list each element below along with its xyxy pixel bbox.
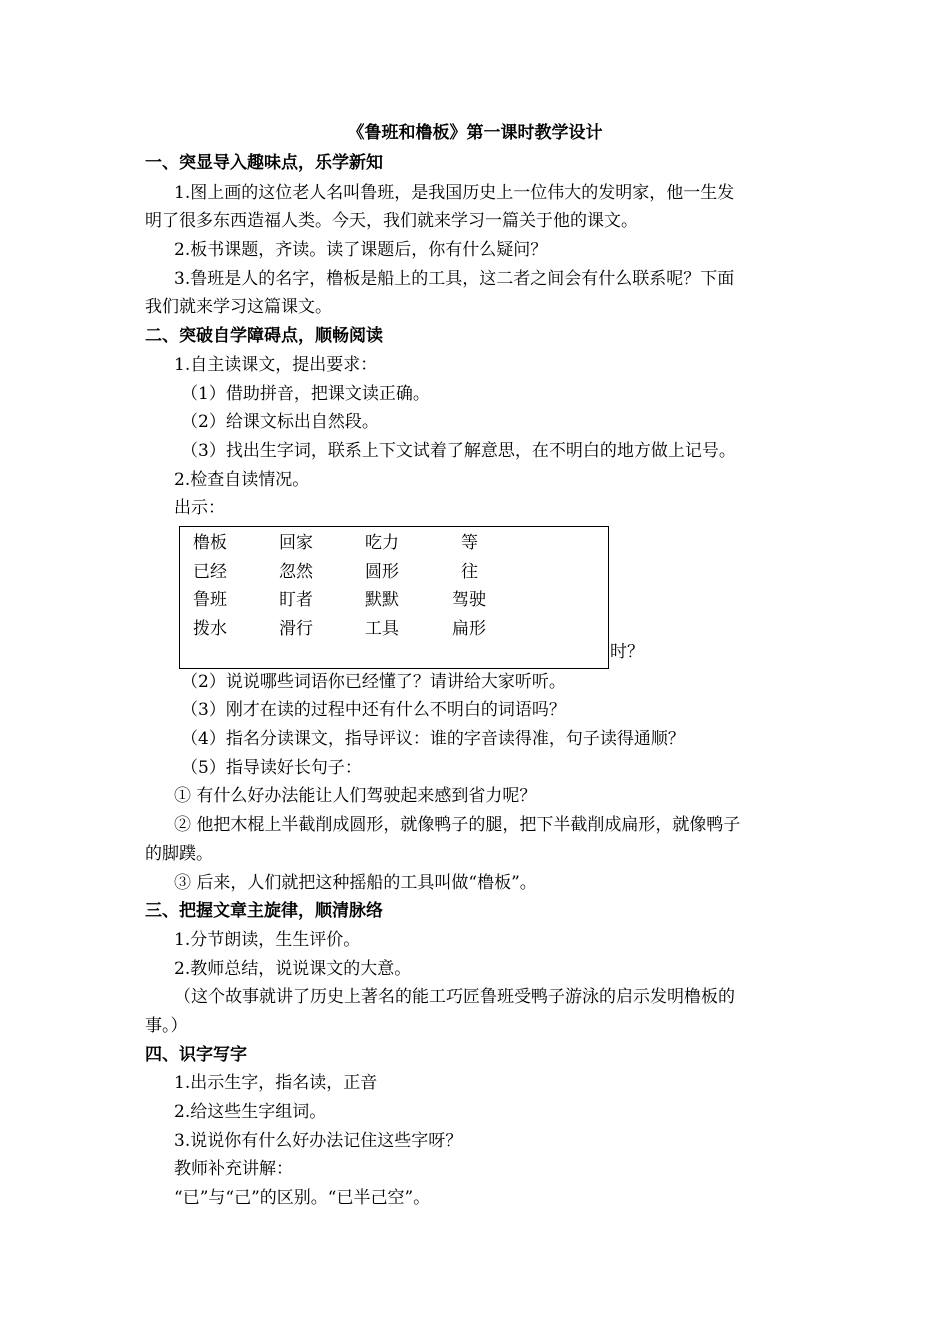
paragraph: 明了很多东西造福人类。今天，我们就来学习一篇关于他的课文。 [145,211,638,231]
list-item: （4）指名分读课文，指导评议：谁的字音读得准，句子读得通顺？ [181,729,685,749]
sentence-item: ② 他把木棍上半截削成圆形，就像鸭子的腿，把下半截削成扁形，就像鸭子 [174,815,741,835]
paragraph: 1.分节朗读，生生评价。 [174,930,361,950]
vocabulary-box [179,526,609,669]
paragraph: 2.检查自读情况。 [174,470,310,490]
vocab-word: 拨水 [193,619,227,639]
document-title: 《鲁班和橹板》第一课时教学设计 [347,123,603,143]
paragraph: 1.自主读课文，提出要求： [174,355,378,375]
vocab-word: 忽然 [279,562,313,582]
vocab-word: 圆形 [365,562,399,582]
section-4-heading: 四、识字写字 [145,1045,247,1065]
paragraph: 1.图上画的这位老人名叫鲁班，是我国历史上一位伟大的发明家，他一生发 [174,183,735,203]
vocab-word: 鲁班 [193,590,227,610]
vocab-word: 橹板 [193,533,227,553]
list-item: （2）给课文标出自然段。 [181,412,379,432]
vocab-word: 吃力 [365,533,399,553]
paragraph: 我们就来学习这篇课文。 [145,297,332,317]
paragraph: 2.教师总结，说说课文的大意。 [174,959,412,979]
paragraph: 2.给这些生字组词。 [174,1102,327,1122]
section-1-heading: 一、突显导入趣味点，乐学新知 [145,153,383,173]
vocab-word: 往 [461,562,478,582]
paragraph: 2.板书课题，齐读。读了课题后，你有什么疑问？ [174,240,548,260]
list-item: （3）刚才在读的过程中还有什么不明白的词语吗？ [181,700,566,720]
vocab-word: 等 [461,533,478,553]
vocab-word: 回家 [279,533,313,553]
sentence-item: 的脚蹼。 [145,844,213,864]
sentence-item: ① 有什么好办法能让人们驾驶起来感到省力呢？ [174,786,537,806]
list-item: （1）借助拼音，把课文读正确。 [181,384,430,404]
vocab-word: 扁形 [452,619,486,639]
partially-hidden-text: 时？ [610,642,644,662]
vocab-word: 默默 [365,590,399,610]
list-item: （2）说说哪些词语你已经懂了？请讲给大家听听。 [181,672,566,692]
paragraph: 1.出示生字，指名读，正音 [174,1073,378,1093]
paragraph: 3.说说你有什么好办法记住这些字呀？ [174,1131,463,1151]
vocab-word: 滑行 [279,619,313,639]
vocab-word: 已经 [193,562,227,582]
paragraph: 事。） [145,1016,188,1036]
vocab-word: 盯者 [279,590,313,610]
section-3-heading: 三、把握文章主旋律，顺清脉络 [145,901,383,921]
paragraph: 出示： [174,498,225,518]
paragraph: 教师补充讲解： [174,1159,293,1179]
paragraph: 3.鲁班是人的名字，橹板是船上的工具，这二者之间会有什么联系呢？下面 [174,269,735,289]
vocab-word: 工具 [365,619,399,639]
sentence-item: ③ 后来，人们就把这种摇船的工具叫做“橹板”。 [174,873,537,893]
list-item: （5）指导读好长句子： [181,758,362,778]
vocab-word: 驾驶 [452,590,486,610]
paragraph: “已”与“己”的区别。“已半己空”。 [174,1188,431,1208]
list-item: （3）找出生字词，联系上下文试着了解意思，在不明白的地方做上记号。 [181,441,736,461]
section-2-heading: 二、突破自学障碍点，顺畅阅读 [145,326,383,346]
paragraph: （这个故事就讲了历史上著名的能工巧匠鲁班受鸭子游泳的启示发明橹板的 [174,987,735,1007]
